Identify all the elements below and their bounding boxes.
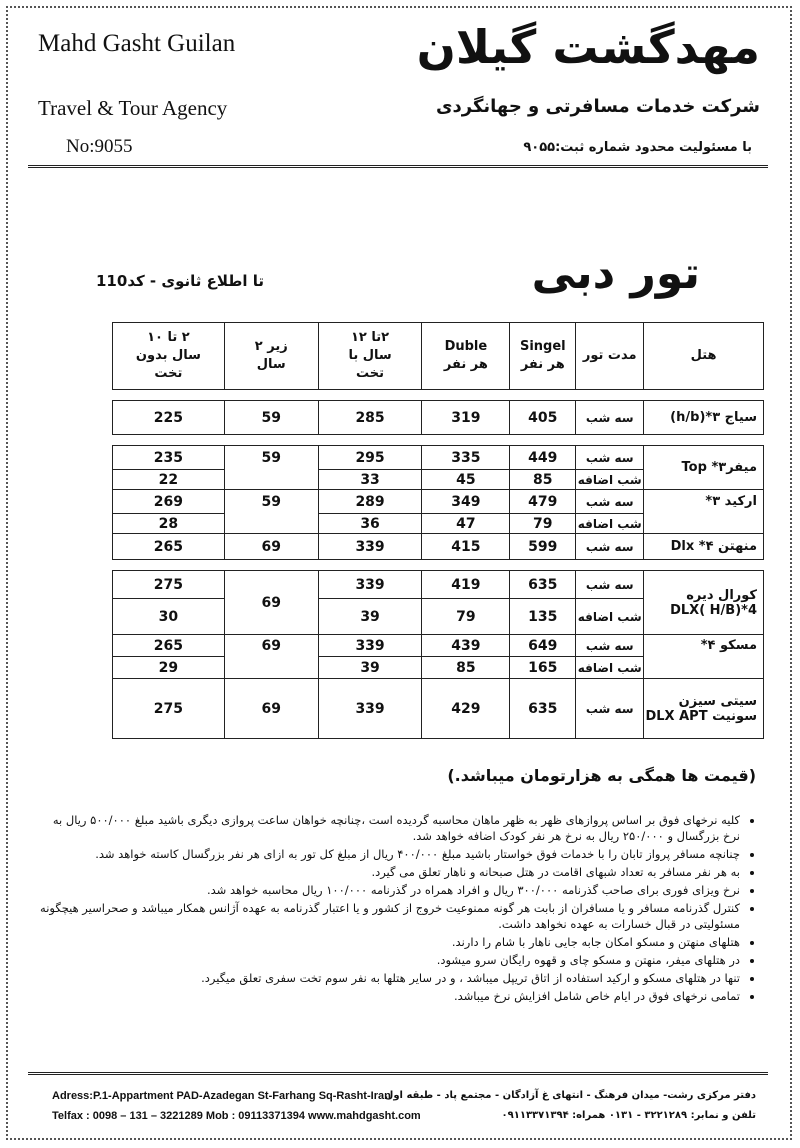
english-contact: Telfax : 0098 – 131 – 3221289 Mob : 09113371394 www.mahdgasht.com — [52, 1110, 421, 1122]
table-row: شب اضافه 135 79 39 30 — [113, 599, 764, 635]
persian-address: دفتر مرکزی رشت- میدان فرهنگ - انتهای غ آزادگان - مجتمع پاد - طبقه اول — [384, 1090, 756, 1101]
list-item: • در هتلهای میفر، منهتن و مسکو چای و قهوه رایگان سرو میشود. — [40, 952, 740, 968]
tour-title: تور دبی — [531, 248, 700, 299]
english-agency-type: Travel & Tour Agency — [38, 96, 228, 120]
tour-subtitle: تا اطلاع ثانوی - کد110 — [96, 272, 265, 290]
header-child-2-10: ۲ تا ۱۰ سال بدون تخت — [113, 323, 225, 390]
list-item: • تمامی نرخهای فوق در ایام خاص شامل افزایش نرخ میباشد. — [40, 988, 740, 1004]
persian-agency-type: شرکت خدمات مسافرتی و جهانگردی — [436, 96, 760, 117]
header-duration: مدت تور — [576, 323, 644, 390]
table-row: میفر۳* Top سه شب 449 335 295 59 235 — [113, 446, 764, 470]
list-item: • چنانچه مسافر پرواز تابان را با خدمات فوق خواستار باشید مبلغ ۴۰۰/۰۰۰ ریال از مبلغ کل تور به ازای هر نفر بزرگسال کاسته خواهد شد. — [40, 846, 740, 862]
header-child-2-12: ۲تا ۱۲ سال با تخت — [318, 323, 422, 390]
english-address: Adress:P.1-Appartment PAD-Azadegan St-Farhang Sq-Rasht-Iran — [52, 1090, 391, 1102]
table-row: منهتن ۴* Dlx سه شب 599 415 339 69 265 — [113, 534, 764, 560]
header-single: Singel هر نفر — [510, 323, 576, 390]
list-item: • هتلهای منهتن و مسکو امکان جابه جایی ناهار با شام را دارند. — [40, 934, 740, 950]
table-row: شب اضافه 79 47 36 28 — [113, 514, 764, 534]
terms-list — [40, 812, 758, 1006]
list-item: • کلیه نرخهای فوق بر اساس پروازهای ظهر به ظهر ماهان محاسبه گردیده است ،چنانچه خواهان ساعت پروازی دیگری باشید مبلغ ۵۰۰/۰۰۰ ریال به نرخ بزرگسال و ۲۵۰/۰۰۰ ریال به نرخ هر نفر کودک اضافه خواهد شد. — [40, 812, 740, 844]
persian-contact: تلفن و نمابر: ۳۲۲۱۲۸۹ - ۰۱۳۱ همراه: ۰۹۱۱۳۳۷۱۳۹۴ — [501, 1110, 756, 1121]
list-item: • به هر نفر مسافر به تعداد شبهای اقامت در هتل صبحانه و ناهار تعلق می گیرد. — [40, 864, 740, 880]
price-unit-note: (قیمت ها همگی به هزارتومان میباشد.) — [447, 766, 756, 785]
header-divider — [28, 165, 768, 168]
table-header-row — [113, 323, 764, 390]
table-row: شب اضافه 165 85 39 29 — [113, 657, 764, 679]
header-double: Duble هر نفر — [422, 323, 510, 390]
table-row: ارکید ۳* سه شب 479 349 289 59 269 — [113, 490, 764, 514]
english-company-name: Mahd Gasht Guilan — [38, 30, 236, 57]
list-item: • نرخ ویزای فوری برای صاحب گذرنامه ۳۰۰/۰۰۰ ریال و افراد همراه در گذرنامه ۱۰۰/۰۰۰ ریال محاسبه خواهد شد. — [40, 882, 740, 898]
price-table — [112, 322, 764, 739]
persian-registration: با مسئولیت محدود شماره ثبت:۹۰۵۵ — [523, 140, 752, 155]
footer-divider — [28, 1072, 768, 1075]
list-item: • کنترل گذرنامه مسافر و یا مسافران از بابت هر گونه ممنوعیت خروج از کشور و یا اعتبار گذرنامه به عهده آژانس همکار میباشد و صحراسیر هیچگونه مسئولیتی در قبال خسارات به عهده نخواهد داشت. — [40, 900, 740, 932]
table-row: شب اضافه 85 45 33 22 — [113, 470, 764, 490]
list-item: • تنها در هتلهای مسکو و ارکید استفاده از اتاق تریپل میباشد ، و در سایر هتلها به نفر سوم تخت سفری تعلق میگیرد. — [40, 970, 740, 986]
table-row: سیتی سیزن سونیت DLX APT سه شب 635 429 339 69 275 — [113, 679, 764, 739]
persian-company-name: مهدگشت گیلان — [416, 20, 760, 74]
table-row: کورال دیره 4*DLX( H/B) سه شب 635 419 339 69 275 — [113, 571, 764, 599]
header-under-2: زیر ۲ سال — [224, 323, 318, 390]
table-row: مسکو ۴* سه شب 649 439 339 69 265 — [113, 635, 764, 657]
registration-number: No:9055 — [66, 136, 133, 157]
header-hotel: هتل — [644, 323, 764, 390]
table-row: سیاج ۳*(h/b) سه شب 405 319 285 59 225 — [113, 401, 764, 435]
